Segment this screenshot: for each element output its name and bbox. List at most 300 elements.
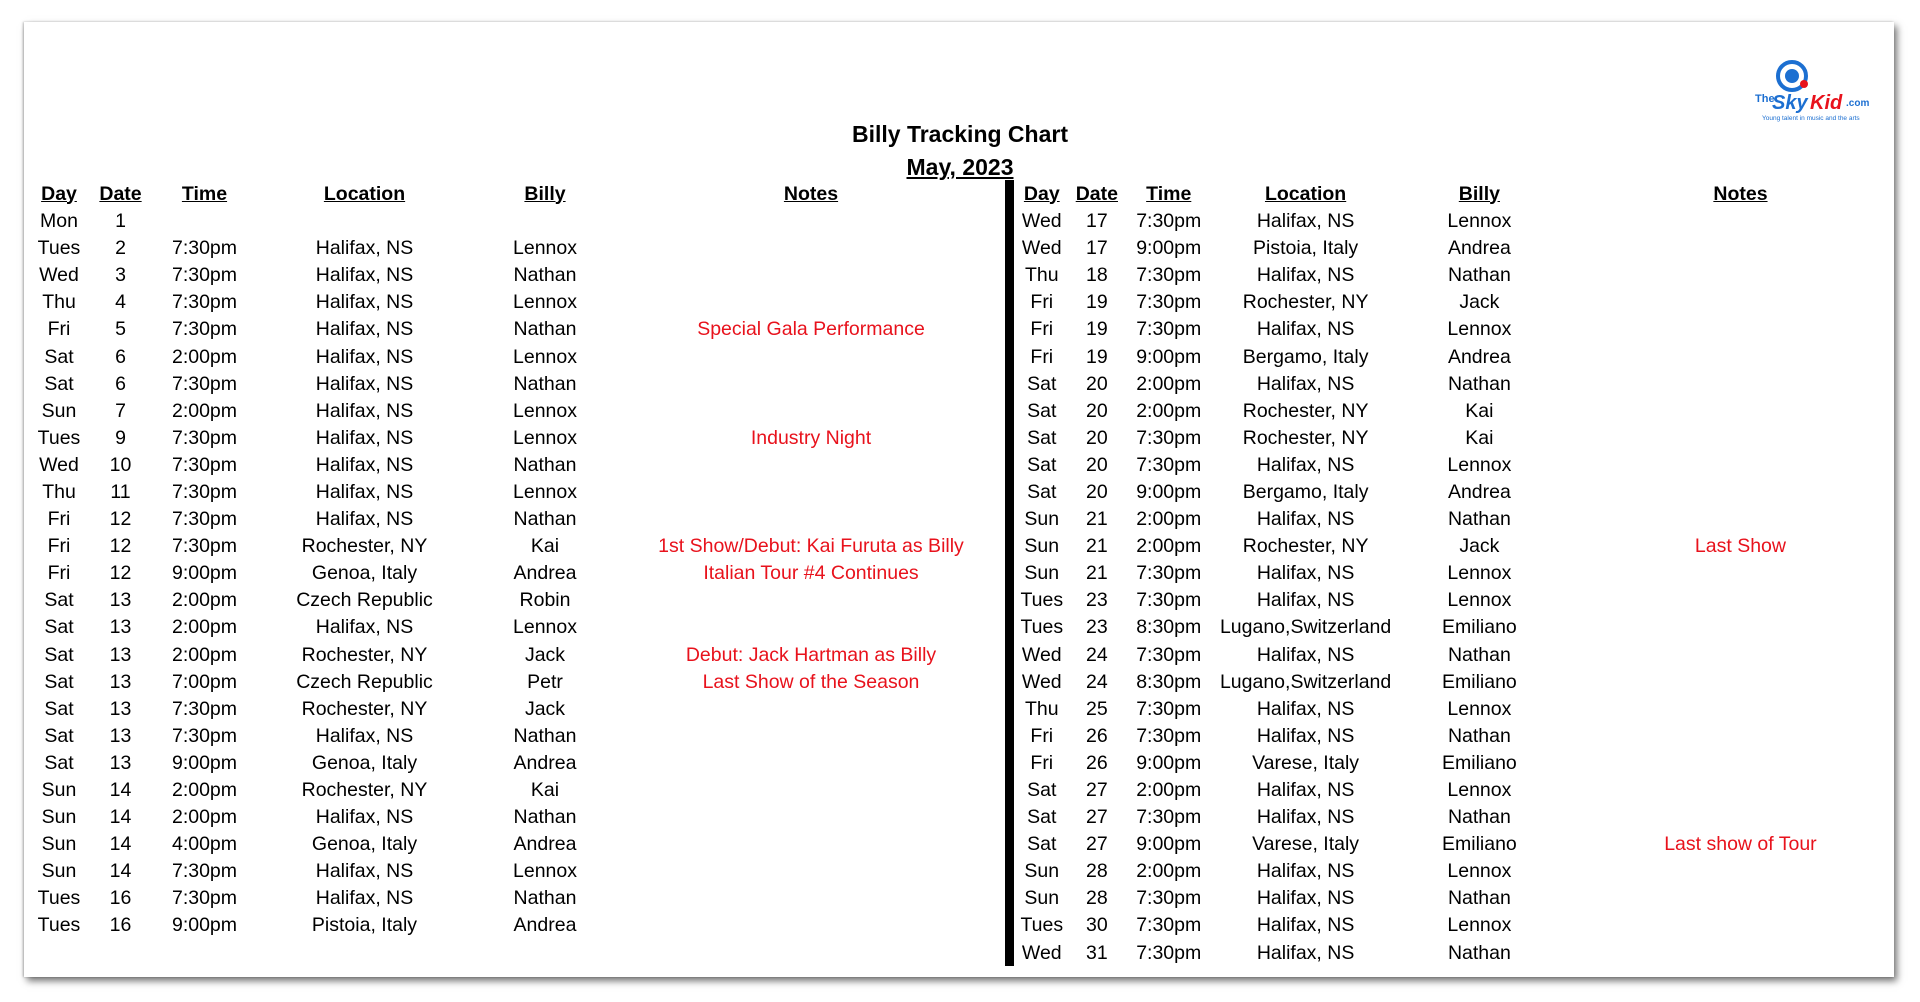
cell-time: 2:00pm <box>171 616 238 639</box>
table-row <box>1014 371 1920 398</box>
cell-date: 21 <box>1086 562 1108 585</box>
header-location: Location <box>323 182 406 205</box>
cell-location: Halifax, NS <box>315 264 414 287</box>
cell-location: Halifax, NS <box>1256 643 1355 666</box>
skykid-logo-icon <box>1752 54 1902 130</box>
header-day: Day <box>41 182 77 205</box>
cell-note <box>1561 425 1920 452</box>
cell-location: Rochester, NY <box>301 697 428 720</box>
cell-day: Wed <box>39 264 79 287</box>
cell-billy: Nathan <box>513 318 577 341</box>
svg-text:Young talent in music and the: Young talent in music and the arts <box>1762 115 1860 122</box>
cell-billy: Lennox <box>1447 914 1512 937</box>
cell-time: 8:30pm <box>1136 670 1202 693</box>
cell-location: Halifax, NS <box>315 887 414 910</box>
cell-day: Thu <box>1024 264 1059 287</box>
cell-location: Halifax, NS <box>1256 318 1355 341</box>
cell-date: 18 <box>1086 264 1108 287</box>
cell-date: 12 <box>109 562 132 585</box>
table-row <box>1014 452 1920 479</box>
cell-time: 9:00pm <box>1136 751 1202 774</box>
cell-note <box>619 208 1003 235</box>
cell-location: Halifax, NS <box>315 480 414 503</box>
header-location: Location <box>1264 182 1347 205</box>
svg-text:Sky: Sky <box>1772 92 1808 114</box>
cell-date: 20 <box>1086 399 1108 422</box>
cell-note <box>1561 560 1920 587</box>
cell-location: Halifax, NS <box>1256 806 1355 829</box>
cell-billy: Nathan <box>513 724 577 747</box>
cell-day: Sun <box>1024 535 1060 558</box>
cell-location: Lugano,Switzerland <box>1219 616 1392 639</box>
cell-billy: Emiliano <box>1441 833 1517 856</box>
table-row <box>28 506 1003 533</box>
svg-text:The: The <box>1755 93 1775 105</box>
cell-time: 7:30pm <box>171 318 238 341</box>
cell-day: Thu <box>1024 697 1059 720</box>
cell-day: Sat <box>44 670 74 693</box>
cell-location: Halifax, NS <box>1256 697 1355 720</box>
cell-date: 6 <box>115 345 126 368</box>
cell-note: Debut: Jack Hartman as Billy <box>685 643 937 666</box>
table-row <box>28 723 1003 750</box>
cell-billy: Emiliano <box>1441 751 1517 774</box>
table-row <box>1014 940 1920 967</box>
cell-billy: Kai <box>530 535 560 558</box>
cell-billy: Andrea <box>1447 237 1511 260</box>
cell-billy: Jack <box>524 643 566 666</box>
cell-note: Italian Tour #4 Continues <box>703 562 919 585</box>
table-row <box>28 425 1003 452</box>
cell-billy: Andrea <box>1447 480 1511 503</box>
cell-location: Halifax, NS <box>315 291 414 314</box>
table-row <box>28 371 1003 398</box>
cell-time: 2:00pm <box>171 806 238 829</box>
cell-billy: Lennox <box>513 399 577 422</box>
table-row <box>1014 235 1920 262</box>
cell-location: Halifax, NS <box>1256 264 1355 287</box>
cell-note <box>1561 804 1920 831</box>
cell-location: Genoa, Italy <box>311 833 418 856</box>
cell-day: Tues <box>1020 914 1064 937</box>
cell-date: 16 <box>109 914 132 937</box>
cell-note <box>1561 777 1920 804</box>
cell-location: Rochester, NY <box>301 535 428 558</box>
cell-day: Wed <box>1021 941 1062 964</box>
table-row <box>1014 804 1920 831</box>
cell-note <box>1561 614 1920 641</box>
cell-time: 7:30pm <box>1136 426 1202 449</box>
cell-time: 9:00pm <box>1136 345 1202 368</box>
cell-time: 2:00pm <box>1136 508 1202 531</box>
cell-time: 2:00pm <box>1136 372 1202 395</box>
cell-day: Sat <box>1027 426 1057 449</box>
cell-day: Wed <box>1021 643 1062 666</box>
cell-time: 7:30pm <box>171 887 238 910</box>
cell-date: 6 <box>115 372 126 395</box>
cell-date: 7 <box>115 399 126 422</box>
cell-date: 16 <box>109 887 132 910</box>
cell-billy: Robin <box>519 589 571 612</box>
cell-location: Halifax, NS <box>315 453 414 476</box>
cell-billy: Nathan <box>1447 806 1511 829</box>
cell-note <box>1561 669 1920 696</box>
table-row <box>1014 858 1920 885</box>
cell-date: 21 <box>1086 508 1108 531</box>
cell-note <box>619 885 1003 912</box>
cell-note <box>1561 262 1920 289</box>
cell-time: 7:30pm <box>171 508 238 531</box>
cell-billy: Lennox <box>1447 318 1512 341</box>
table-row <box>28 560 1003 587</box>
cell-billy: Lennox <box>513 237 577 260</box>
cell-time: 7:30pm <box>171 426 238 449</box>
cell-location: Varese, Italy <box>1252 751 1360 774</box>
cell-day: Sun <box>1024 860 1060 883</box>
cell-date: 14 <box>109 779 132 802</box>
cell-note <box>619 804 1003 831</box>
cell-day: Sun <box>41 833 77 856</box>
column-divider <box>1005 180 1014 966</box>
right-schedule-table <box>1014 180 1920 967</box>
table-row <box>28 750 1003 777</box>
cell-location: Bergamo, Italy <box>1242 345 1369 368</box>
cell-note: Last Show of the Season <box>702 670 920 693</box>
cell-date: 14 <box>109 833 132 856</box>
cell-location: Rochester, NY <box>1242 426 1369 449</box>
cell-day: Thu <box>42 291 76 314</box>
cell-time: 7:30pm <box>1136 291 1202 314</box>
cell-billy: Lennox <box>513 291 577 314</box>
cell-note <box>1561 885 1920 912</box>
cell-billy: Lennox <box>1447 779 1512 802</box>
table-row <box>28 804 1003 831</box>
cell-location: Rochester, NY <box>1242 535 1369 558</box>
cell-time: 7:30pm <box>1136 914 1202 937</box>
cell-time: 7:30pm <box>171 372 238 395</box>
header-notes: Notes <box>1713 182 1768 205</box>
cell-date: 28 <box>1086 887 1108 910</box>
table-row <box>1014 506 1920 533</box>
cell-time: 9:00pm <box>1136 480 1202 503</box>
cell-time: 9:00pm <box>171 914 238 937</box>
table-row <box>1014 289 1920 316</box>
cell-date: 19 <box>1086 291 1108 314</box>
cell-note <box>1561 343 1920 370</box>
cell-note <box>1561 723 1920 750</box>
cell-time: 9:00pm <box>171 751 238 774</box>
cell-note <box>1561 289 1920 316</box>
cell-day: Sat <box>44 372 74 395</box>
table-row <box>28 777 1003 804</box>
cell-day: Sun <box>41 806 77 829</box>
cell-note <box>619 479 1003 506</box>
cell-time: 2:00pm <box>1136 860 1202 883</box>
cell-time: 2:00pm <box>171 643 238 666</box>
cell-billy: Andrea <box>513 751 577 774</box>
cell-date: 31 <box>1086 941 1108 964</box>
table-row <box>1014 316 1920 343</box>
table-row <box>28 533 1003 560</box>
cell-date: 5 <box>115 318 126 341</box>
cell-location: Halifax, NS <box>315 508 414 531</box>
cell-time: 7:30pm <box>1136 697 1202 720</box>
cell-day: Fri <box>1030 291 1054 314</box>
cell-billy: Lennox <box>1447 860 1512 883</box>
cell-day: Wed <box>1021 210 1062 233</box>
cell-billy: Emiliano <box>1441 616 1517 639</box>
cell-billy: Nathan <box>1447 508 1511 531</box>
cell-time: 7:30pm <box>1136 643 1202 666</box>
cell-time: 8:30pm <box>1136 616 1202 639</box>
cell-billy: Lennox <box>513 480 577 503</box>
table-row <box>1014 533 1920 560</box>
cell-date: 13 <box>109 616 132 639</box>
cell-day: Fri <box>1030 345 1054 368</box>
table-row <box>28 642 1003 669</box>
cell-location: Genoa, Italy <box>311 751 418 774</box>
cell-note <box>619 235 1003 262</box>
cell-note: 1st Show/Debut: Kai Furuta as Billy <box>658 535 964 558</box>
cell-billy: Andrea <box>513 914 577 937</box>
cell-note <box>1561 940 1920 967</box>
cell-day: Sat <box>44 616 74 639</box>
cell-note <box>619 858 1003 885</box>
cell-time: 9:00pm <box>171 562 238 585</box>
cell-time: 7:30pm <box>171 453 238 476</box>
cell-day: Fri <box>1030 751 1054 774</box>
table-row <box>28 289 1003 316</box>
cell-location: Halifax, NS <box>1256 562 1355 585</box>
cell-note <box>619 831 1003 858</box>
table-row <box>1014 560 1920 587</box>
cell-billy: Nathan <box>513 806 577 829</box>
table-row <box>1014 614 1920 641</box>
cell-day: Sat <box>1027 833 1057 856</box>
cell-time: 7:30pm <box>171 535 238 558</box>
cell-day: Mon <box>40 210 78 233</box>
table-row <box>1014 425 1920 452</box>
chart-subtitle: May, 2023 <box>906 154 1014 180</box>
cell-date: 20 <box>1086 453 1108 476</box>
cell-note <box>1561 316 1920 343</box>
cell-note <box>619 750 1003 777</box>
cell-location: Halifax, NS <box>1256 724 1355 747</box>
cell-note <box>1561 858 1920 885</box>
table-row <box>28 669 1003 696</box>
cell-date: 23 <box>1086 589 1108 612</box>
cell-location: Rochester, NY <box>301 779 428 802</box>
cell-time: 7:30pm <box>171 724 238 747</box>
cell-location: Halifax, NS <box>1256 914 1355 937</box>
cell-billy: Lennox <box>513 345 577 368</box>
cell-date: 28 <box>1086 860 1108 883</box>
cell-location: Pistoia, Italy <box>311 914 418 937</box>
cell-note <box>619 614 1003 641</box>
cell-day: Sat <box>44 697 74 720</box>
skykid-logo <box>1752 54 1902 130</box>
cell-billy: Jack <box>1459 535 1500 558</box>
cell-billy: Nathan <box>513 453 577 476</box>
cell-note <box>1561 208 1920 235</box>
cell-time: 2:00pm <box>1136 399 1202 422</box>
cell-day: Sat <box>1027 399 1057 422</box>
cell-billy: Nathan <box>513 264 577 287</box>
cell-day: Fri <box>47 508 71 531</box>
cell-date: 30 <box>1086 914 1108 937</box>
cell-note: Special Gala Performance <box>697 318 925 341</box>
cell-date: 12 <box>109 535 132 558</box>
header-day: Day <box>1023 182 1060 205</box>
cell-time: 7:30pm <box>1136 941 1202 964</box>
cell-note <box>619 506 1003 533</box>
cell-location: Halifax, NS <box>1256 887 1355 910</box>
cell-date: 19 <box>1086 345 1108 368</box>
cell-location: Halifax, NS <box>315 237 414 260</box>
cell-billy: Lennox <box>1447 453 1512 476</box>
cell-day: Tues <box>1020 616 1064 639</box>
cell-date: 3 <box>115 264 126 287</box>
cell-day: Fri <box>47 562 71 585</box>
cell-day: Fri <box>47 535 71 558</box>
header-date: Date <box>99 182 142 205</box>
cell-date: 26 <box>1086 724 1108 747</box>
cell-note <box>1561 696 1920 723</box>
cell-day: Sun <box>41 399 77 422</box>
cell-time: 7:30pm <box>1136 210 1202 233</box>
header-date: Date <box>1075 182 1118 205</box>
cell-day: Sat <box>1027 480 1057 503</box>
cell-day: Wed <box>39 453 79 476</box>
cell-note <box>619 371 1003 398</box>
cell-billy: Nathan <box>1447 724 1511 747</box>
cell-time: 2:00pm <box>171 779 238 802</box>
header-time: Time <box>1146 182 1192 205</box>
cell-day: Sun <box>1024 508 1060 531</box>
cell-date: 13 <box>109 724 132 747</box>
cell-date: 13 <box>109 751 132 774</box>
cell-date: 20 <box>1086 480 1108 503</box>
cell-day: Sun <box>41 779 77 802</box>
cell-date: 14 <box>109 860 132 883</box>
table-row <box>28 696 1003 723</box>
table-row <box>1014 750 1920 777</box>
cell-billy <box>471 208 619 235</box>
left-schedule-table <box>28 180 1003 940</box>
cell-date: 27 <box>1086 806 1108 829</box>
cell-date: 13 <box>109 589 132 612</box>
cell-billy: Lennox <box>1447 562 1512 585</box>
cell-location: Halifax, NS <box>1256 779 1355 802</box>
cell-time: 2:00pm <box>171 399 238 422</box>
cell-note <box>1561 750 1920 777</box>
cell-day: Fri <box>1030 318 1054 341</box>
cell-time: 7:30pm <box>1136 806 1202 829</box>
cell-note <box>619 587 1003 614</box>
cell-date: 9 <box>115 426 126 449</box>
table-row <box>28 831 1003 858</box>
cell-day: Sat <box>1027 453 1057 476</box>
cell-note <box>1561 479 1920 506</box>
cell-note <box>1561 912 1920 939</box>
header-billy: Billy <box>524 182 566 205</box>
cell-billy: Kai <box>1465 426 1494 449</box>
cell-date: 2 <box>115 237 126 260</box>
cell-note <box>619 696 1003 723</box>
cell-date: 13 <box>109 670 132 693</box>
cell-location: Genoa, Italy <box>311 562 418 585</box>
table-row <box>28 208 1003 235</box>
cell-day: Sun <box>1024 562 1060 585</box>
cell-date: 17 <box>1086 210 1108 233</box>
table-row <box>28 614 1003 641</box>
cell-day: Sat <box>1027 372 1057 395</box>
cell-day: Sat <box>44 751 74 774</box>
cell-note <box>1561 587 1920 614</box>
cell-time: 2:00pm <box>1136 779 1202 802</box>
cell-note <box>619 289 1003 316</box>
cell-time: 7:30pm <box>1136 887 1202 910</box>
cell-day: Sat <box>44 345 74 368</box>
header-notes: Notes <box>783 182 839 205</box>
chart-title: Billy Tracking Chart <box>851 121 1068 147</box>
table-row <box>1014 479 1920 506</box>
cell-billy: Lennox <box>513 860 577 883</box>
table-row <box>28 235 1003 262</box>
cell-time: 4:00pm <box>171 833 238 856</box>
cell-billy: Nathan <box>513 372 577 395</box>
cell-billy: Andrea <box>513 562 577 585</box>
cell-location: Rochester, NY <box>301 643 428 666</box>
table-row <box>28 858 1003 885</box>
cell-day: Thu <box>42 480 76 503</box>
cell-date: 23 <box>1086 616 1108 639</box>
cell-billy: Nathan <box>513 508 577 531</box>
cell-location: Halifax, NS <box>315 399 414 422</box>
cell-location: Halifax, NS <box>315 318 414 341</box>
cell-location: Halifax, NS <box>315 860 414 883</box>
cell-location: Halifax, NS <box>1256 860 1355 883</box>
cell-note: Last Show <box>1694 535 1786 558</box>
cell-note <box>619 723 1003 750</box>
table-row <box>28 398 1003 425</box>
cell-day: Sat <box>1027 779 1057 802</box>
table-row <box>28 452 1003 479</box>
cell-billy: Andrea <box>513 833 577 856</box>
table-row <box>1014 343 1920 370</box>
table-row <box>1014 885 1920 912</box>
table-row <box>1014 642 1920 669</box>
cell-date: 17 <box>1086 237 1108 260</box>
cell-billy: Jack <box>1459 291 1500 314</box>
cell-location: Halifax, NS <box>1256 589 1355 612</box>
table-row <box>1014 696 1920 723</box>
table-row <box>28 343 1003 370</box>
cell-billy: Lennox <box>513 426 577 449</box>
cell-note <box>1561 235 1920 262</box>
cell-location: Czech Republic <box>296 670 433 693</box>
cell-location: Rochester, NY <box>1242 291 1369 314</box>
cell-date: 1 <box>115 210 126 233</box>
cell-date: 10 <box>109 453 132 476</box>
svg-text:Kid: Kid <box>1810 92 1843 114</box>
cell-location: Halifax, NS <box>315 426 414 449</box>
cell-location: Halifax, NS <box>1256 210 1355 233</box>
cell-location: Pistoia, Italy <box>1253 237 1359 260</box>
cell-time: 7:30pm <box>1136 453 1202 476</box>
table-row <box>1014 912 1920 939</box>
cell-date: 24 <box>1086 670 1108 693</box>
